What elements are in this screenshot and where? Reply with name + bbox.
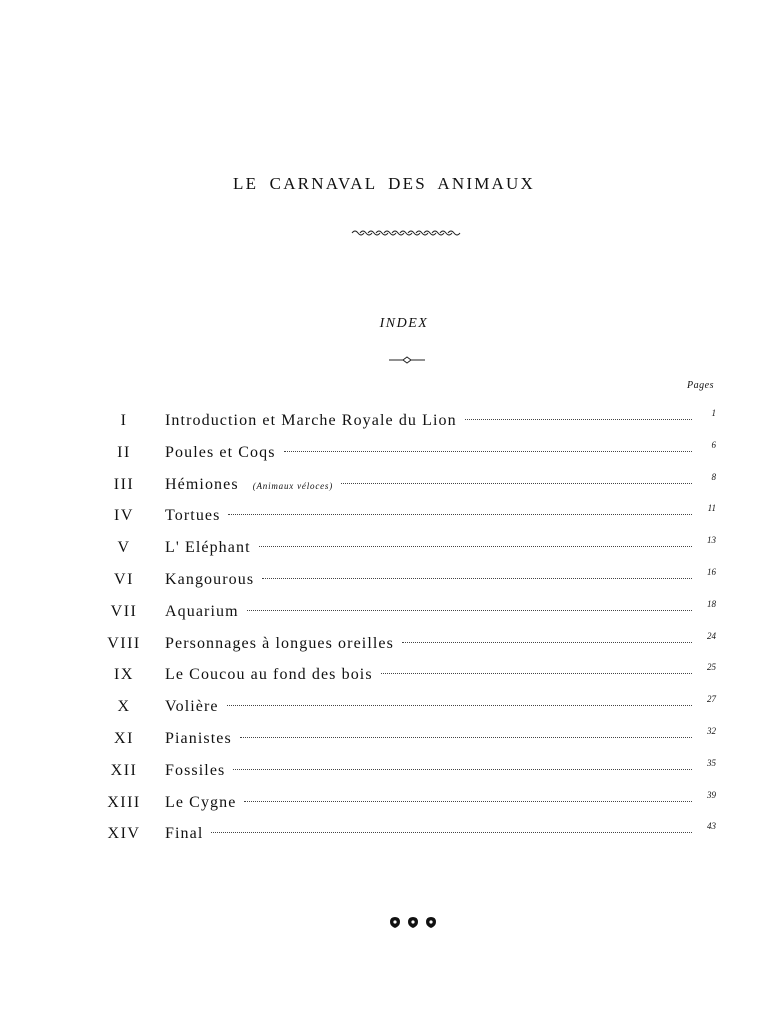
movement-title: Le Coucou au fond des bois — [165, 666, 373, 684]
movement-entry — [165, 476, 692, 494]
movement-numeral: II — [117, 443, 131, 461]
index-row — [0, 471, 768, 502]
movement-numeral: XII — [110, 761, 138, 779]
title-block — [0, 174, 768, 194]
movement-subtitle: (Animaux véloces) — [252, 480, 334, 491]
movement-entry — [165, 635, 692, 653]
page-number: 16 — [707, 567, 716, 577]
page-number: 35 — [707, 757, 716, 768]
movement-entry — [165, 539, 692, 557]
dot-leader — [228, 514, 692, 515]
page-number: 1 — [711, 408, 716, 418]
movement-entry — [165, 444, 692, 462]
dot-leader — [227, 705, 692, 706]
index-row — [0, 598, 768, 629]
movement-entry — [165, 698, 692, 716]
index-row — [0, 567, 768, 597]
movement-title: L' Eléphant — [165, 539, 251, 557]
movement-title: Tortues — [165, 507, 221, 525]
index-row — [0, 503, 768, 533]
movement-title: Personnages à longues oreilles — [165, 634, 394, 652]
movement-entry — [165, 794, 692, 812]
index-row — [0, 757, 768, 788]
index-row — [0, 726, 768, 756]
movement-entry — [165, 825, 692, 843]
movement-numeral: I — [120, 412, 128, 429]
dot-leader — [211, 832, 692, 833]
dot-leader — [262, 578, 692, 579]
movement-numeral: V — [117, 539, 131, 557]
page-number: 43 — [707, 821, 716, 832]
movement-title: Volière — [165, 698, 219, 716]
movement-title: Final — [165, 825, 204, 843]
dot-leader — [233, 769, 692, 770]
movement-title: Kangourous — [165, 571, 255, 588]
index-heading: INDEX — [379, 316, 429, 331]
movement-numeral: VI — [114, 571, 134, 588]
movement-numeral: XIV — [107, 825, 141, 843]
pages-column-heading: Pages — [687, 380, 714, 391]
movement-entry — [165, 730, 692, 748]
page-number: 13 — [707, 535, 716, 546]
index-row — [0, 630, 768, 661]
movement-title: Hémiones — [165, 475, 239, 493]
movement-title: Aquarium — [165, 602, 239, 620]
index-row — [0, 789, 768, 820]
page-number: 24 — [707, 630, 716, 641]
index-row — [0, 662, 768, 692]
dot-leader — [259, 546, 692, 547]
movement-title: Pianistes — [165, 730, 232, 747]
decorative-ornament-bottom — [388, 914, 438, 930]
dot-leader — [381, 673, 692, 674]
movement-title: Introduction et Marche Royale du Lion — [165, 412, 457, 429]
page-number: 27 — [707, 694, 716, 705]
index-row — [0, 821, 768, 851]
dot-leader — [341, 483, 692, 484]
page-number: 18 — [707, 598, 716, 609]
movement-numeral: XIII — [107, 793, 141, 811]
page-number: 32 — [707, 726, 716, 736]
movement-title: Le Cygne — [165, 793, 237, 811]
divider-ornament — [387, 354, 427, 366]
dot-leader — [244, 801, 692, 802]
movement-entry — [165, 666, 692, 684]
document-title: LE CARNAVAL DES ANIMAUX — [233, 174, 535, 193]
page-number: 8 — [711, 471, 716, 482]
movement-numeral: IX — [114, 666, 134, 684]
movement-numeral: VII — [110, 602, 138, 620]
movement-entry — [165, 571, 692, 589]
page-number: 25 — [707, 662, 716, 673]
movement-title: Fossiles — [165, 761, 226, 779]
movement-numeral: IV — [114, 507, 134, 525]
dot-leader — [240, 737, 692, 738]
movement-title: Poules et Coqs — [165, 443, 276, 461]
movement-numeral: VIII — [107, 634, 141, 652]
page-number: 6 — [711, 439, 716, 450]
decorative-ornament-top — [350, 228, 464, 238]
dot-leader — [247, 610, 692, 611]
index-row — [0, 694, 768, 724]
page-number: 11 — [707, 503, 716, 514]
movement-entry — [165, 762, 692, 780]
index-row — [0, 439, 768, 470]
movement-entry — [165, 507, 692, 525]
index-row — [0, 535, 768, 565]
movement-numeral: XI — [114, 730, 134, 747]
page-number: 39 — [707, 789, 716, 800]
index-row — [0, 408, 768, 438]
dot-leader — [402, 642, 692, 643]
dot-leader — [284, 451, 692, 452]
dot-leader — [465, 419, 692, 420]
movement-entry — [165, 412, 692, 430]
movement-entry — [165, 603, 692, 621]
movement-numeral: III — [113, 475, 135, 493]
movement-numeral: X — [117, 698, 131, 716]
